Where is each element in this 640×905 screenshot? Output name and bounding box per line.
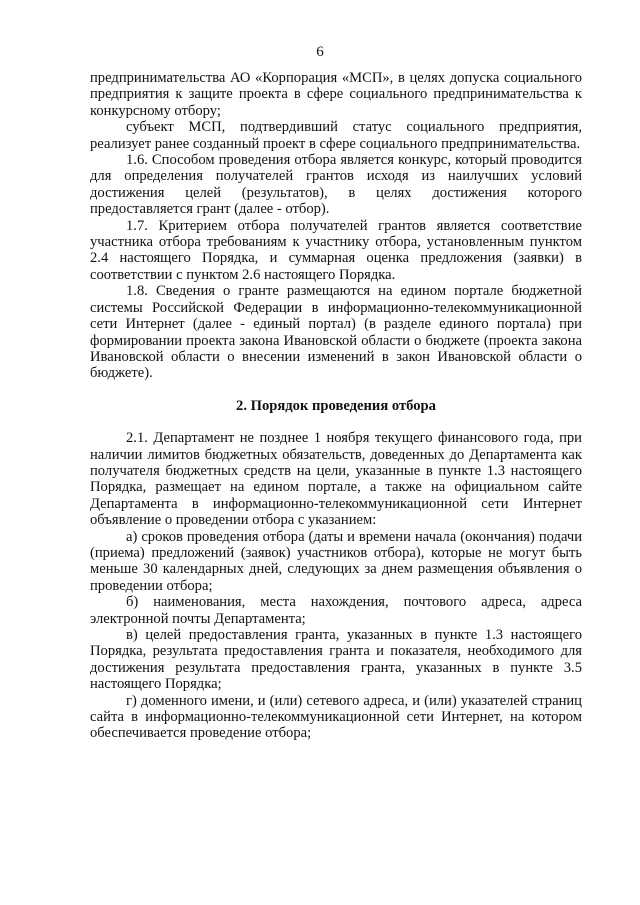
paragraph: 1.7. Критерием отбора получателей грантов является соответствие участника отбора требованиям к участнику отбора, установленным пунктом 2.4 настоящего Порядка, и суммарная оценка предложения (заявки) в соответствии с пунктом 2.6 настоящего Порядка. bbox=[90, 217, 582, 283]
page-number: 6 bbox=[316, 44, 324, 60]
paragraph: 1.8. Сведения о гранте размещаются на едином портале бюджетной системы Российской Федерации в информационно-телекоммуникационной сети Интернет (далее - единый портал) (в разделе единого портала) при формировании проекта закона Ивановской области о бюджете (проекта закона Ивановской области о внесении изменений в закон Ивановской области о бюджете). bbox=[90, 283, 582, 382]
list-item: а) сроков проведения отбора (даты и времени начала (окончания) подачи (приема) предложений (заявок) участников отбора), которые не могут быть меньше 30 календарных дней, следующих за днем размещения объявления о проведении отбора; bbox=[90, 528, 582, 594]
paragraph: 1.6. Способом проведения отбора является конкурс, который проводится для определения получателей грантов исходя из наилучших условий достижения целей (результатов), в целях достижения которого предоставляется грант (далее - отбор). bbox=[90, 152, 582, 218]
document-body bbox=[90, 70, 582, 742]
list-item: в) целей предоставления гранта, указанных в пункте 1.3 настоящего Порядка, результата предоставления гранта и показателя, необходимого для достижения результата предоставления гранта, указанных в пункте 3.5 настоящего Порядка; bbox=[90, 627, 582, 693]
list-item: б) наименования, места нахождения, почтового адреса, адреса электронной почты Департамента; bbox=[90, 594, 582, 627]
paragraph: 2.1. Департамент не позднее 1 ноября текущего финансового года, при наличии лимитов бюджетных обязательств, доведенных до Департамента как получателя бюджетных средств на цели, указанные в пункте 1.3 настоящего Порядка, размещает на едином портале, а также на официальном сайте Департамента в информационно-телекоммуникационной сети Интернет объявление о проведении отбора с указанием: bbox=[90, 430, 582, 529]
list-item: г) доменного имени, и (или) сетевого адреса, и (или) указателей страниц сайта в информационно-телекоммуникационной сети Интернет, на котором обеспечивается проведение отбора; bbox=[90, 692, 582, 742]
section-heading: 2. Порядок проведения отбора bbox=[236, 397, 436, 414]
paragraph: предпринимательства АО «Корпорация «МСП», в целях допуска социального предприятия к защите проекта в сфере социального предпринимательства к конкурсному отбору; bbox=[90, 70, 582, 119]
paragraph: субъект МСП, подтвердивший статус социального предприятия, реализует ранее созданный проект в сфере социального предпринимательства. bbox=[90, 119, 582, 152]
